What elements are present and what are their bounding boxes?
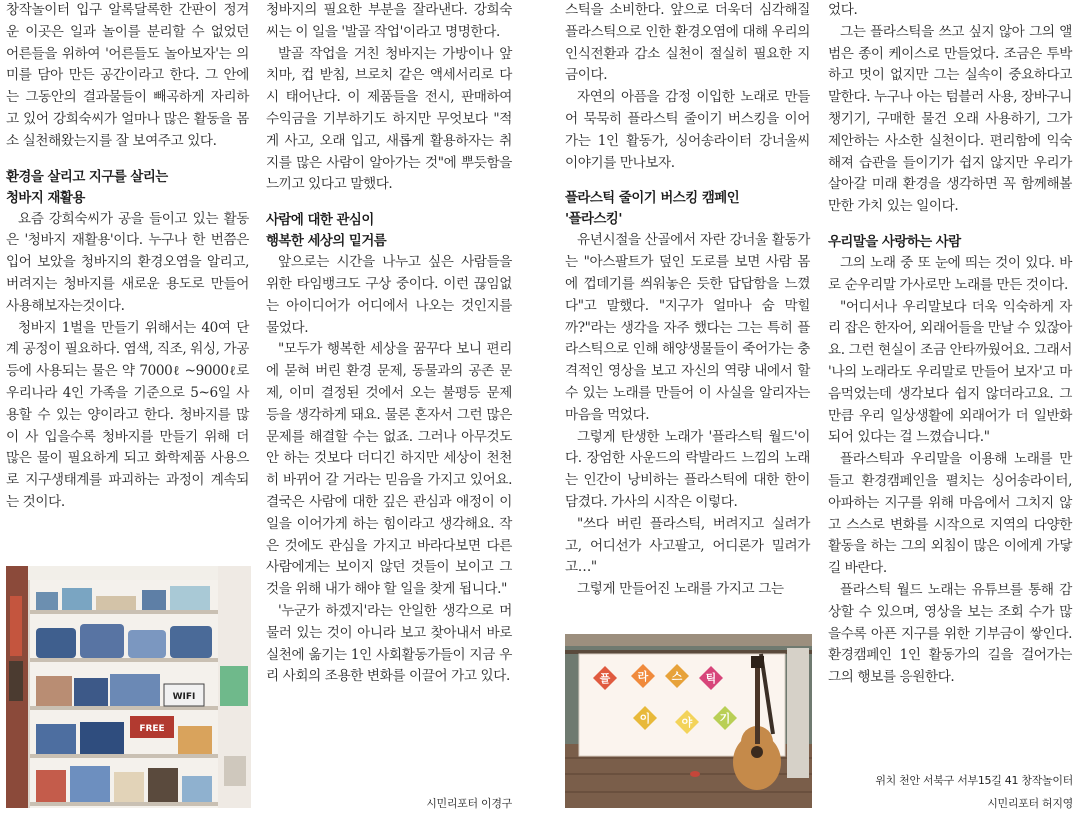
paragraph: 창작놀이터 입구 알록달록한 간판이 정겨운 이곳은 일과 놀이를 분리할 수 없었던 어른들을 위하여 '어른들도 놀아보자'는 의미를 담아 만든 공간이라고 한다. 그 안에는 그동안의 결과물들이 빼곡하게 자리하고 있어 강희숙씨가 얼마나 많은 활동을 몸소 실천해왔는지를 잘 보여주고 있다. xyxy=(6,2,249,149)
reporter-signature: 시민리포터 허지영 xyxy=(987,797,1073,810)
section-heading: 행복한 세상의 밑거름 xyxy=(266,234,387,250)
paragraph: 그렇게 만들어진 노래를 가지고 그는 xyxy=(577,581,784,598)
paragraph: 그렇게 탄생한 노래가 '플라스틱 월드'이다. 장엄한 사운드의 락발라드 느낌의 노래는 인간이 낭비하는 플라스틱에 대한 한이 담겼다. 가사의 시작은 이렇다. xyxy=(565,428,810,510)
paragraph: 청바지 1벌을 만들기 위해서는 40여 단계 공정이 필요하다. 염색, 직조, 워싱, 가공 등에 사용되는 물은 약 7000ℓ ~9000ℓ로 우리나라 4인 가족을 기준으로 5~6일 사용할 수 있는 양이라고 한다. 청바지를 많이 사 입을수록 청바지를 만들기 위해 더 많은 물이 필요하게 되고 화학제품 사용으로 지구생태계를 파괴하는 과정이 계속되는 것이다. xyxy=(6,319,249,510)
section-heading: 사람에 대한 관심이 xyxy=(266,213,374,229)
banner-letter: 플 xyxy=(599,672,611,685)
banner-letter: 라 xyxy=(637,670,649,683)
busking-illustration xyxy=(565,634,812,808)
banner-letter: 스 xyxy=(671,670,683,683)
paragraph: 스틱을 소비한다. 앞으로 더욱더 심각해질 플라스틱으로 인한 환경오염에 대해 우리의 인식전환과 감소 실천이 절실히 필요한 지금이다. xyxy=(565,2,810,84)
column-3 xyxy=(565,0,810,601)
shop-shelves-photo xyxy=(6,566,251,808)
wifi-sign: WIFI xyxy=(172,692,196,702)
paragraph: 플라스틱 월드 노래는 유튜브를 통해 감상할 수 있으며, 영상을 보는 조회 수가 많을수록 아픈 지구를 위한 기부금이 쌓인다. 환경캠페인 1인 활동가의 길을 걸어가는 그의 행보를 응원한다. xyxy=(828,581,1072,686)
banner-letter: 야 xyxy=(681,716,693,729)
shop-shelves-illustration xyxy=(6,566,251,808)
paragraph: 요즘 강희숙씨가 공을 들이고 있는 활동은 '청바지 재활용'이다. 누구나 한 번쯤은 입어 보았을 청바지의 환경오염을 알리고, 버려지는 청바지를 새로운 용도로 만들어 사용해보자는것이다. xyxy=(6,210,249,314)
column-1 xyxy=(6,0,249,514)
location-caption: 위치 천안 서북구 서부15길 41 창작놀이터 xyxy=(875,774,1073,787)
paragraph: 그의 노래 중 또 눈에 띄는 것이 있다. 바로 순우리말 가사로만 노래를 만든 것이다. xyxy=(828,254,1072,293)
paragraph: 발골 작업을 거친 청바지는 가방이나 앞치마, 컵 받침, 브로치 같은 액세서리로 다시 태어난다. 이 제품들을 전시, 판매하여 수익금을 기부하기도 하지만 무엇보다 "적게 사고, 오래 입고, 새롭게 활용하자는 취지를 많은 사람이 알아가는 것"에 뿌듯함을 느끼고 있다고 말했다. xyxy=(266,45,512,193)
paragraph: 청바지의 필요한 부분을 잘라낸다. 강희숙씨는 이 일을 '발골 작업'이라고 명명한다. xyxy=(266,2,512,40)
paragraph: '누군가 하겠지'라는 안일한 생각으로 머물러 있는 것이 아니라 보고 찾아내서 바로 실천에 옮기는 1인 사회활동가들이 지금 우리 사회의 조용한 변화를 이끌어 가고 있다. xyxy=(266,602,512,685)
reporter-signature: 시민리포터 이경구 xyxy=(426,797,512,810)
column-4 xyxy=(828,0,1072,689)
section-heading: 우리말을 사랑하는 사람 xyxy=(828,234,961,250)
paragraph: 그는 플라스틱을 쓰고 싶지 않아 그의 앨범은 종이 케이스로 만들었다. 조금은 투박하고 멋이 없지만 그는 실속이 중요하다고 말한다. 누구나 아는 텀블러 사용, 장바구니 챙기기, 구매한 물건 오래 사용하기, 그가 제안하는 사소한 실천이다. 편리함에 익숙해져 습관을 들이기가 쉽지 않지만 우리가 살아갈 미래 환경을 생각하면 꼭 함께해볼 만한 가치 있는 일이다. xyxy=(828,23,1072,215)
paragraph: 플라스틱과 우리말을 이용해 노래를 만들고 환경캠페인을 펼치는 싱어송라이터, 아파하는 지구를 위해 마음에서 그치지 않고 스스로 변화를 시작으로 지역의 다양한 활동을 하는 그의 외침이 많은 이에게 가닿길 바란다. xyxy=(828,451,1072,577)
paragraph: 앞으로는 시간을 나누고 싶은 사람들을 위한 타임뱅크도 구상 중이다. 이런 끊임없는 아이디어가 어디에서 나오는 것인지를 물었다. xyxy=(266,254,512,336)
paragraph: 자연의 아픔을 감정 이입한 노래로 만들어 묵묵히 플라스틱 줄이기 버스킹을 이어가는 1인 활동가, 싱어송라이터 강너울씨 이야기를 만나보자. xyxy=(565,89,810,171)
banner-letter: 틱 xyxy=(705,672,717,685)
paragraph: 었다. xyxy=(828,2,858,18)
paragraph: "모두가 행복한 세상을 꿈꾸다 보니 편리에 묻혀 버린 환경 문제, 동물과의 공존 문제, 이미 결정된 것에서 오는 불평등 문제 등을 생각하게 돼요. 물론 혼자서 그런 많은 문제를 해결할 수는 없죠. 그러나 아무것도 안 하는 것보다 더디긴 하지만 세상이 천천히 바뀌어 갈 거라는 믿음을 가지고 있어요. 결국은 사람에 대한 깊은 관심과 애정이 이 일을 이어가게 하는 힘이라고 생각해요. 작은 것에도 관심을 가지고 바라다보면 다른 사람에게는 보이지 않던 것들이 보이고 그것을 위해 내가 해야 할 일을 찾게 됩니다." xyxy=(266,341,512,598)
paragraph: "어디서나 우리말보다 더욱 익숙하게 자리 잡은 한자어, 외래어들을 만날 수 있잖아요. 그런 현실이 조금 안타까웠어요. 그래서 '나의 노래라도 우리말로 만들어 보자'고 마음먹었는데 생각보다 쉽지 않더라고요. 그만큼 우리 일상생활에 외래어가 더 일반화되어 있다는 걸 느꼈습니다." xyxy=(828,298,1072,446)
paragraph: 유년시절을 산골에서 자란 강너울 활동가는 "아스팔트가 덮인 도로를 보면 사람 몸에 껍데기를 씌워놓은 듯한 답답함을 느꼈다"고 말했다. "지구가 얼마나 숨 막힐까?"라는 생각을 자주 했다는 그는 특히 플라스틱으로 인해 해양생물들이 죽어가는 충격적인 영상을 보고 자신의 역량 내에서 할 수 있는 노래를 만들어 이 사실을 알리자는 마음을 먹었다. xyxy=(565,232,810,423)
banner-letter: 기 xyxy=(719,712,731,725)
section-heading: 플라스틱 줄이기 버스킹 캠페인 xyxy=(565,191,740,207)
free-sign: FREE xyxy=(139,724,165,734)
column-2 xyxy=(266,0,512,688)
section-heading: 환경을 살리고 지구를 살리는 xyxy=(6,169,168,185)
section-heading: 청바지 재활용 xyxy=(6,190,85,206)
banner-letter: 이 xyxy=(639,712,651,725)
busking-banner-photo xyxy=(565,634,812,808)
paragraph: "쓰다 버린 플라스틱, 버려지고 실려가고, 어디선가 사고팔고, 어디론가 밀려가고…" xyxy=(565,515,810,576)
section-heading: '플라스킹' xyxy=(565,212,622,228)
